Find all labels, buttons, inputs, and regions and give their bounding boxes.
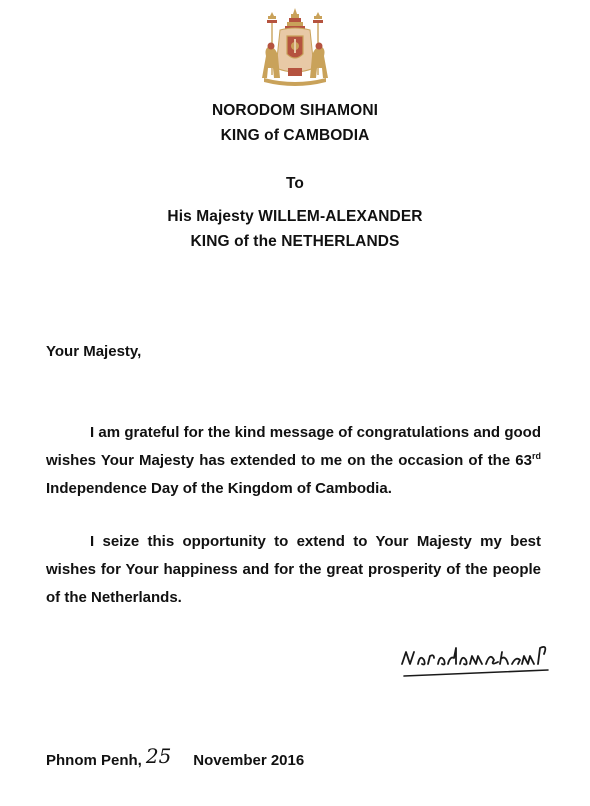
- paragraph-2: I seize this opportunity to extend to Your Majesty my best wishes for Your happiness and for the great prosperity of the people of the Netherlands.: [46, 533, 541, 606]
- paragraph-1-text: I am grateful for the kind message of congratulations and good wishes Your Majesty has extended to me on the occasion of the 63: [46, 424, 541, 469]
- ordinal-suffix: rd: [532, 451, 541, 461]
- recipient-title: KING of the NETHERLANDS: [190, 233, 400, 250]
- sender-title: KING of CAMBODIA: [220, 127, 370, 144]
- recipient-name: His Majesty WILLEM-ALEXANDER: [167, 208, 423, 225]
- closing-place: Phnom Penh,: [46, 752, 142, 769]
- royal-arms-of-cambodia-icon: [258, 6, 332, 92]
- closing-day: 25: [145, 744, 172, 768]
- closing-month-year: November 2016: [193, 752, 305, 769]
- closing-line: [46, 746, 304, 770]
- paragraph-1: [46, 419, 541, 503]
- to-label: To: [286, 175, 304, 192]
- sender-name: NORODOM SIHAMONI: [211, 102, 379, 119]
- signature-icon: [398, 630, 550, 682]
- paragraph-1-text-end: Independence Day of the Kingdom of Cambodia.: [46, 480, 392, 497]
- salutation: Your Majesty,: [46, 343, 142, 360]
